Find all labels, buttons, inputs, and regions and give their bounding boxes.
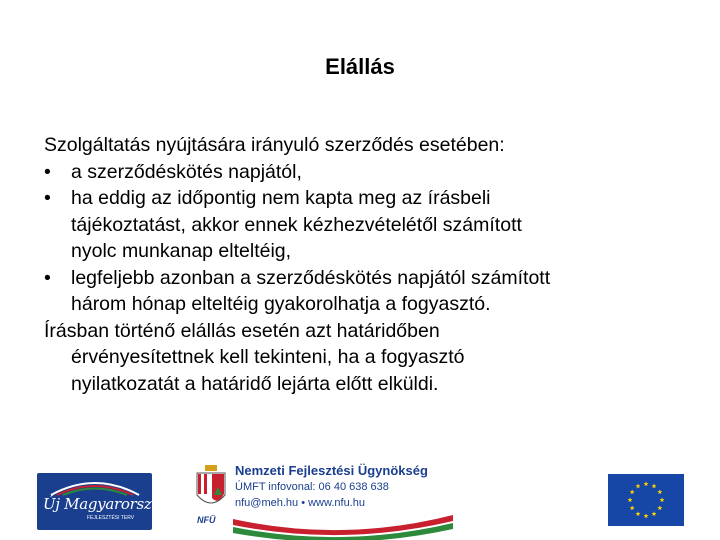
- eu-star: [652, 511, 657, 516]
- nfu-short-label: NFÜ: [197, 515, 216, 525]
- logo-subtext: FEJLESZTÉSI TERV: [87, 515, 135, 521]
- bullet-1-line-1: a szerződéskötés napjától,: [71, 160, 302, 183]
- uj-magyarorszag-logo: [37, 473, 170, 530]
- eu-flag: [608, 474, 684, 526]
- agency-contact: nfu@meh.hu • www.nfu.hu: [235, 497, 365, 509]
- closing-line-1: Írásban történő elállás esetén azt határidőben: [44, 319, 440, 342]
- agency-infoline: ÚMFT infovonal: 06 40 638 638: [235, 481, 389, 493]
- slide-title: Elállás: [325, 54, 395, 79]
- eu-star: [657, 489, 662, 494]
- bullet-2-line-1: ha eddig az időpontig nem kapta meg az írásbeli: [71, 187, 491, 209]
- bullet-dot: •: [44, 266, 51, 289]
- closing-line-3: nyilatkozatát a határidő lejárta előtt elküldi.: [71, 372, 439, 395]
- bullet-item-2: [44, 185, 684, 265]
- bullet-3-line-2: három hónap elteltéig gyakorolhatja a fogyasztó.: [71, 293, 491, 315]
- nfu-logo-block: [193, 463, 455, 540]
- eu-star: [630, 489, 635, 494]
- eu-star: [652, 484, 657, 489]
- arc-icon: [47, 477, 143, 497]
- coat-of-arms-icon: [195, 465, 227, 513]
- bullet-3-line-1: legfeljebb azonban a szerződéskötés napjától számított: [71, 266, 551, 289]
- intro-text: Szolgáltatás nyújtására irányuló szerződés esetében:: [44, 134, 505, 156]
- eu-star: [630, 505, 635, 510]
- bullet-dot: •: [44, 187, 51, 209]
- slide-body: [44, 132, 684, 397]
- eu-star: [660, 497, 665, 502]
- eu-star: [644, 513, 649, 518]
- agency-name: Nemzeti Fejlesztési Ügynökség: [235, 463, 428, 478]
- bullet-2-line-2: tájékoztatást, akkor ennek kézhezvételétől számított: [71, 213, 522, 236]
- eu-star: [636, 511, 641, 516]
- logo-text: Új Magyarország: [43, 495, 170, 513]
- eu-stars-icon: [608, 474, 684, 526]
- eu-star: [636, 484, 641, 489]
- bullet-item-3: [44, 265, 684, 318]
- bullet-2-line-3: nyolc munkanap elteltéig,: [71, 240, 292, 262]
- bullet-item-1: [44, 159, 684, 186]
- eu-star: [628, 497, 633, 502]
- flag-ribbon-icon: [233, 513, 453, 539]
- bullet-dot: •: [44, 160, 51, 183]
- eu-star: [657, 505, 662, 510]
- closing-line-2: érvényesítettnek kell tekinteni, ha a fogyasztó: [71, 346, 465, 368]
- eu-star: [644, 481, 649, 486]
